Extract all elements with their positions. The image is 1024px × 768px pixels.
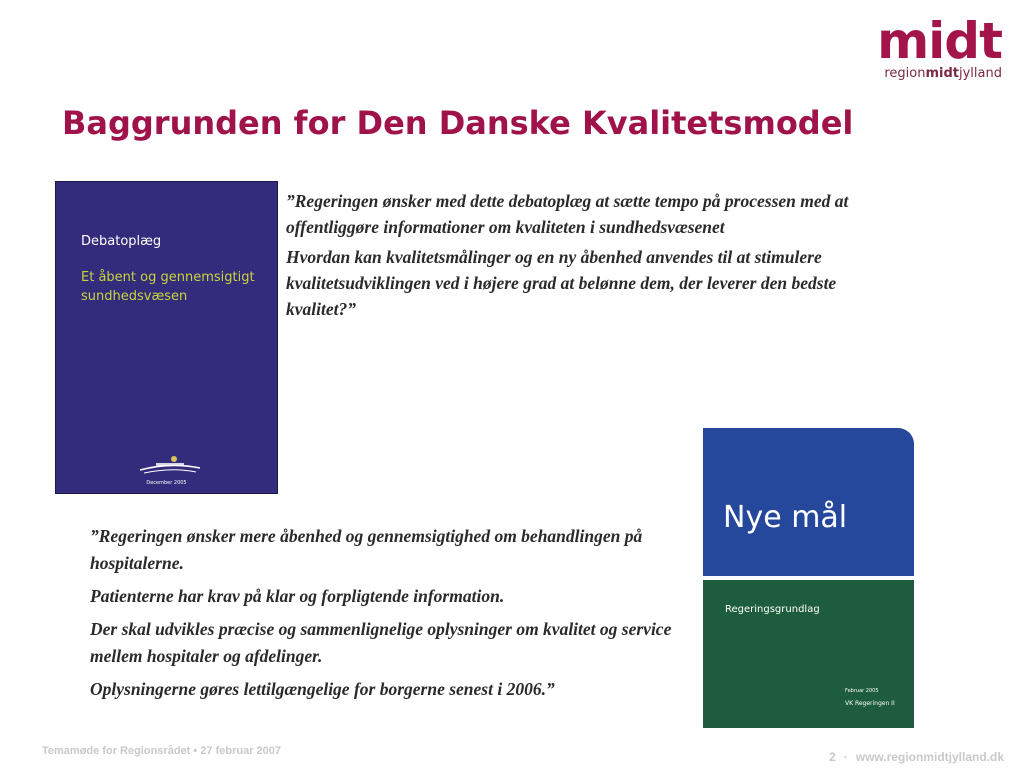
quote-goals-paragraph: Patienterne har krav på klar og forpligtende information. — [90, 586, 505, 606]
logo-sub-prefix: region — [884, 66, 926, 81]
debate-cover-label: Debatoplæg — [81, 234, 162, 249]
quote-goals-paragraph: Oplysningerne gøres lettilgængelige for borgerne senest i 2006.” — [90, 679, 555, 699]
goals-cover-label: Regeringsgrundlag — [725, 604, 820, 615]
quote-goals — [90, 523, 710, 703]
ministry-emblem-icon — [134, 454, 206, 478]
slide-title: Baggrunden for Den Danske Kvalitetsmodel — [62, 104, 854, 142]
goals-cover-bottom-panel — [703, 580, 914, 728]
footer-page-info — [829, 750, 1004, 764]
goals-booklet-cover — [703, 428, 914, 728]
logo-sub-suffix: jylland — [959, 66, 1002, 81]
footer-meeting-info: Temamøde for Regionsrådet • 27 februar 2007 — [42, 745, 282, 757]
logo-sub-bold: midt — [925, 66, 959, 81]
quote-goals-paragraph: ”Regeringen ønsker mere åbenhed og gennemsigtighed om behandlingen på hospitalerne. — [90, 526, 643, 573]
goals-cover-author: VK Regeringen II — [845, 700, 895, 707]
debate-cover-date: December 2005 — [146, 480, 187, 486]
goals-cover-top-panel — [703, 428, 914, 576]
goals-cover-date: Februar 2005 — [845, 688, 879, 694]
region-midt-logo — [877, 12, 1002, 81]
quote-debate-paragraph: Hvordan kan kvalitetsmålinger og en ny åbenhed anvendes til at stimulere kvalitetsudviklingen ved i højere grad at belønne dem, der leverer den bedste kvalitet?” — [286, 247, 837, 319]
goals-cover-title: Nye mål — [723, 500, 848, 535]
debate-cover-title: Et åbent og gennemsigtigt sundhedsvæsen — [81, 270, 255, 304]
quote-debate-paragraph: ”Regeringen ønsker med dette debatoplæg at sætte tempo på processen med at offentliggøre informationer om kvaliteten i sundhedsvæsenet — [286, 191, 849, 237]
quote-goals-paragraph: Der skal udvikles præcise og sammenlignelige oplysninger om kvalitet og service mellem hospitaler og afdelinger. — [90, 619, 672, 666]
logo-subtitle — [877, 66, 1002, 81]
footer-separator: · — [843, 750, 848, 764]
footer-url-link[interactable]: www.regionmidtjylland.dk — [855, 750, 1004, 764]
debate-booklet-cover — [55, 181, 278, 494]
logo-mark: midt — [877, 12, 1002, 70]
page-number: 2 — [829, 750, 836, 764]
quote-debate — [286, 188, 906, 322]
